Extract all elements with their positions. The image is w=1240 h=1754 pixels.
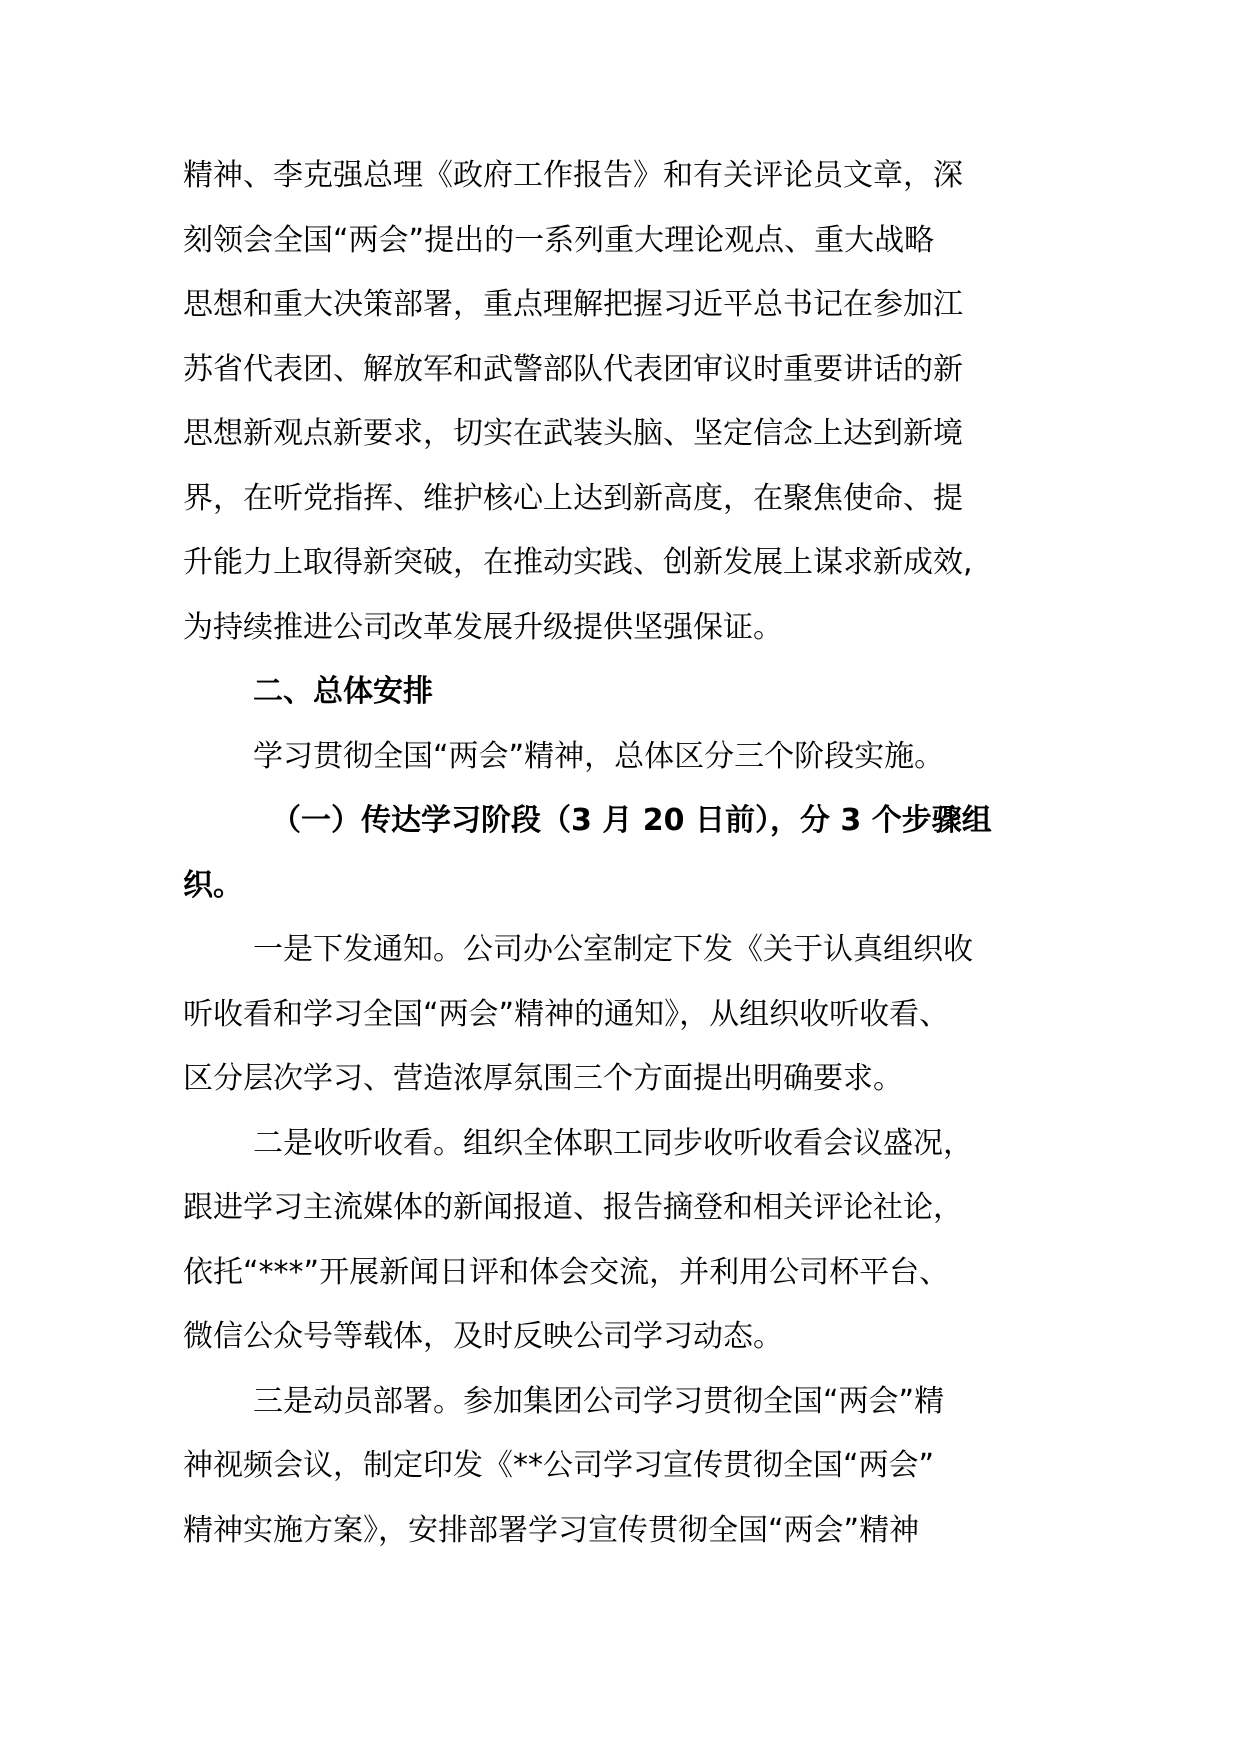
text-line: 升能力上取得新突破，在推动实践、创新发展上谋求新成效, bbox=[183, 545, 973, 580]
text-line: 依托“***”开展新闻日评和体会交流，并利用公司杯平台、 bbox=[183, 1254, 950, 1290]
text-line: 思想新观点新要求，切实在武装头脑、坚定信念上达到新境 bbox=[183, 416, 963, 451]
text-line: 神视频会议，制定印发《**公司学习宣传贯彻全国“两会” bbox=[183, 1448, 935, 1483]
subheading-stage-one bbox=[183, 789, 1083, 918]
paragraph-three-stages bbox=[183, 725, 1083, 790]
document-body bbox=[183, 144, 1083, 1563]
paragraph-watch-and-listen bbox=[183, 1112, 1083, 1370]
text-line: 一是下发通知。公司办公室制定下发《关于认真组织收 bbox=[253, 932, 973, 967]
text-line: 二是收听收看。组织全体职工同步收听收看会议盛况， bbox=[253, 1125, 973, 1161]
heading-text: 二、总体安排 bbox=[253, 674, 433, 709]
text-line: 精神实施方案》，安排部署学习宣传贯彻全国“两会”精神 bbox=[183, 1512, 920, 1548]
subheading-text: 织。 bbox=[183, 867, 243, 903]
paragraph-study-content bbox=[183, 144, 1083, 660]
text-line: 微信公众号等载体，及时反映公司学习动态。 bbox=[183, 1319, 783, 1354]
subheading-text: （一）传达学习阶段（3 月 20 日前），分 3 个步骤组 bbox=[271, 803, 992, 838]
text-line: 学习贯彻全国“两会”精神，总体区分三个阶段实施。 bbox=[253, 738, 945, 774]
text-line: 苏省代表团、解放军和武警部队代表团审议时重要讲话的新 bbox=[183, 351, 963, 387]
text-line: 为持续推进公司改革发展升级提供坚强保证。 bbox=[183, 609, 783, 645]
text-line: 区分层次学习、营造浓厚氛围三个方面提出明确要求。 bbox=[183, 1061, 903, 1096]
text-line: 思想和重大决策部署，重点理解把握习近平总书记在参加江 bbox=[183, 287, 963, 322]
paragraph-mobilization bbox=[183, 1370, 1083, 1564]
paragraph-issue-notice bbox=[183, 918, 1083, 1112]
text-line: 跟进学习主流媒体的新闻报道、报告摘登和相关评论社论， bbox=[183, 1190, 963, 1225]
section-heading-overall-arrangement bbox=[183, 660, 1083, 725]
text-line: 听收看和学习全国“两会”精神的通知》，从组织收听收看、 bbox=[183, 996, 950, 1032]
text-line: 三是动员部署。参加集团公司学习贯彻全国“两会”精 bbox=[253, 1383, 945, 1419]
text-line: 界，在听党指挥、维护核心上达到新高度，在聚焦使命、提 bbox=[183, 480, 963, 516]
text-line: 精神、李克强总理《政府工作报告》和有关评论员文章，深 bbox=[183, 158, 963, 193]
text-line: 刻领会全国“两会”提出的一系列重大理论观点、重大战略 bbox=[183, 222, 935, 258]
